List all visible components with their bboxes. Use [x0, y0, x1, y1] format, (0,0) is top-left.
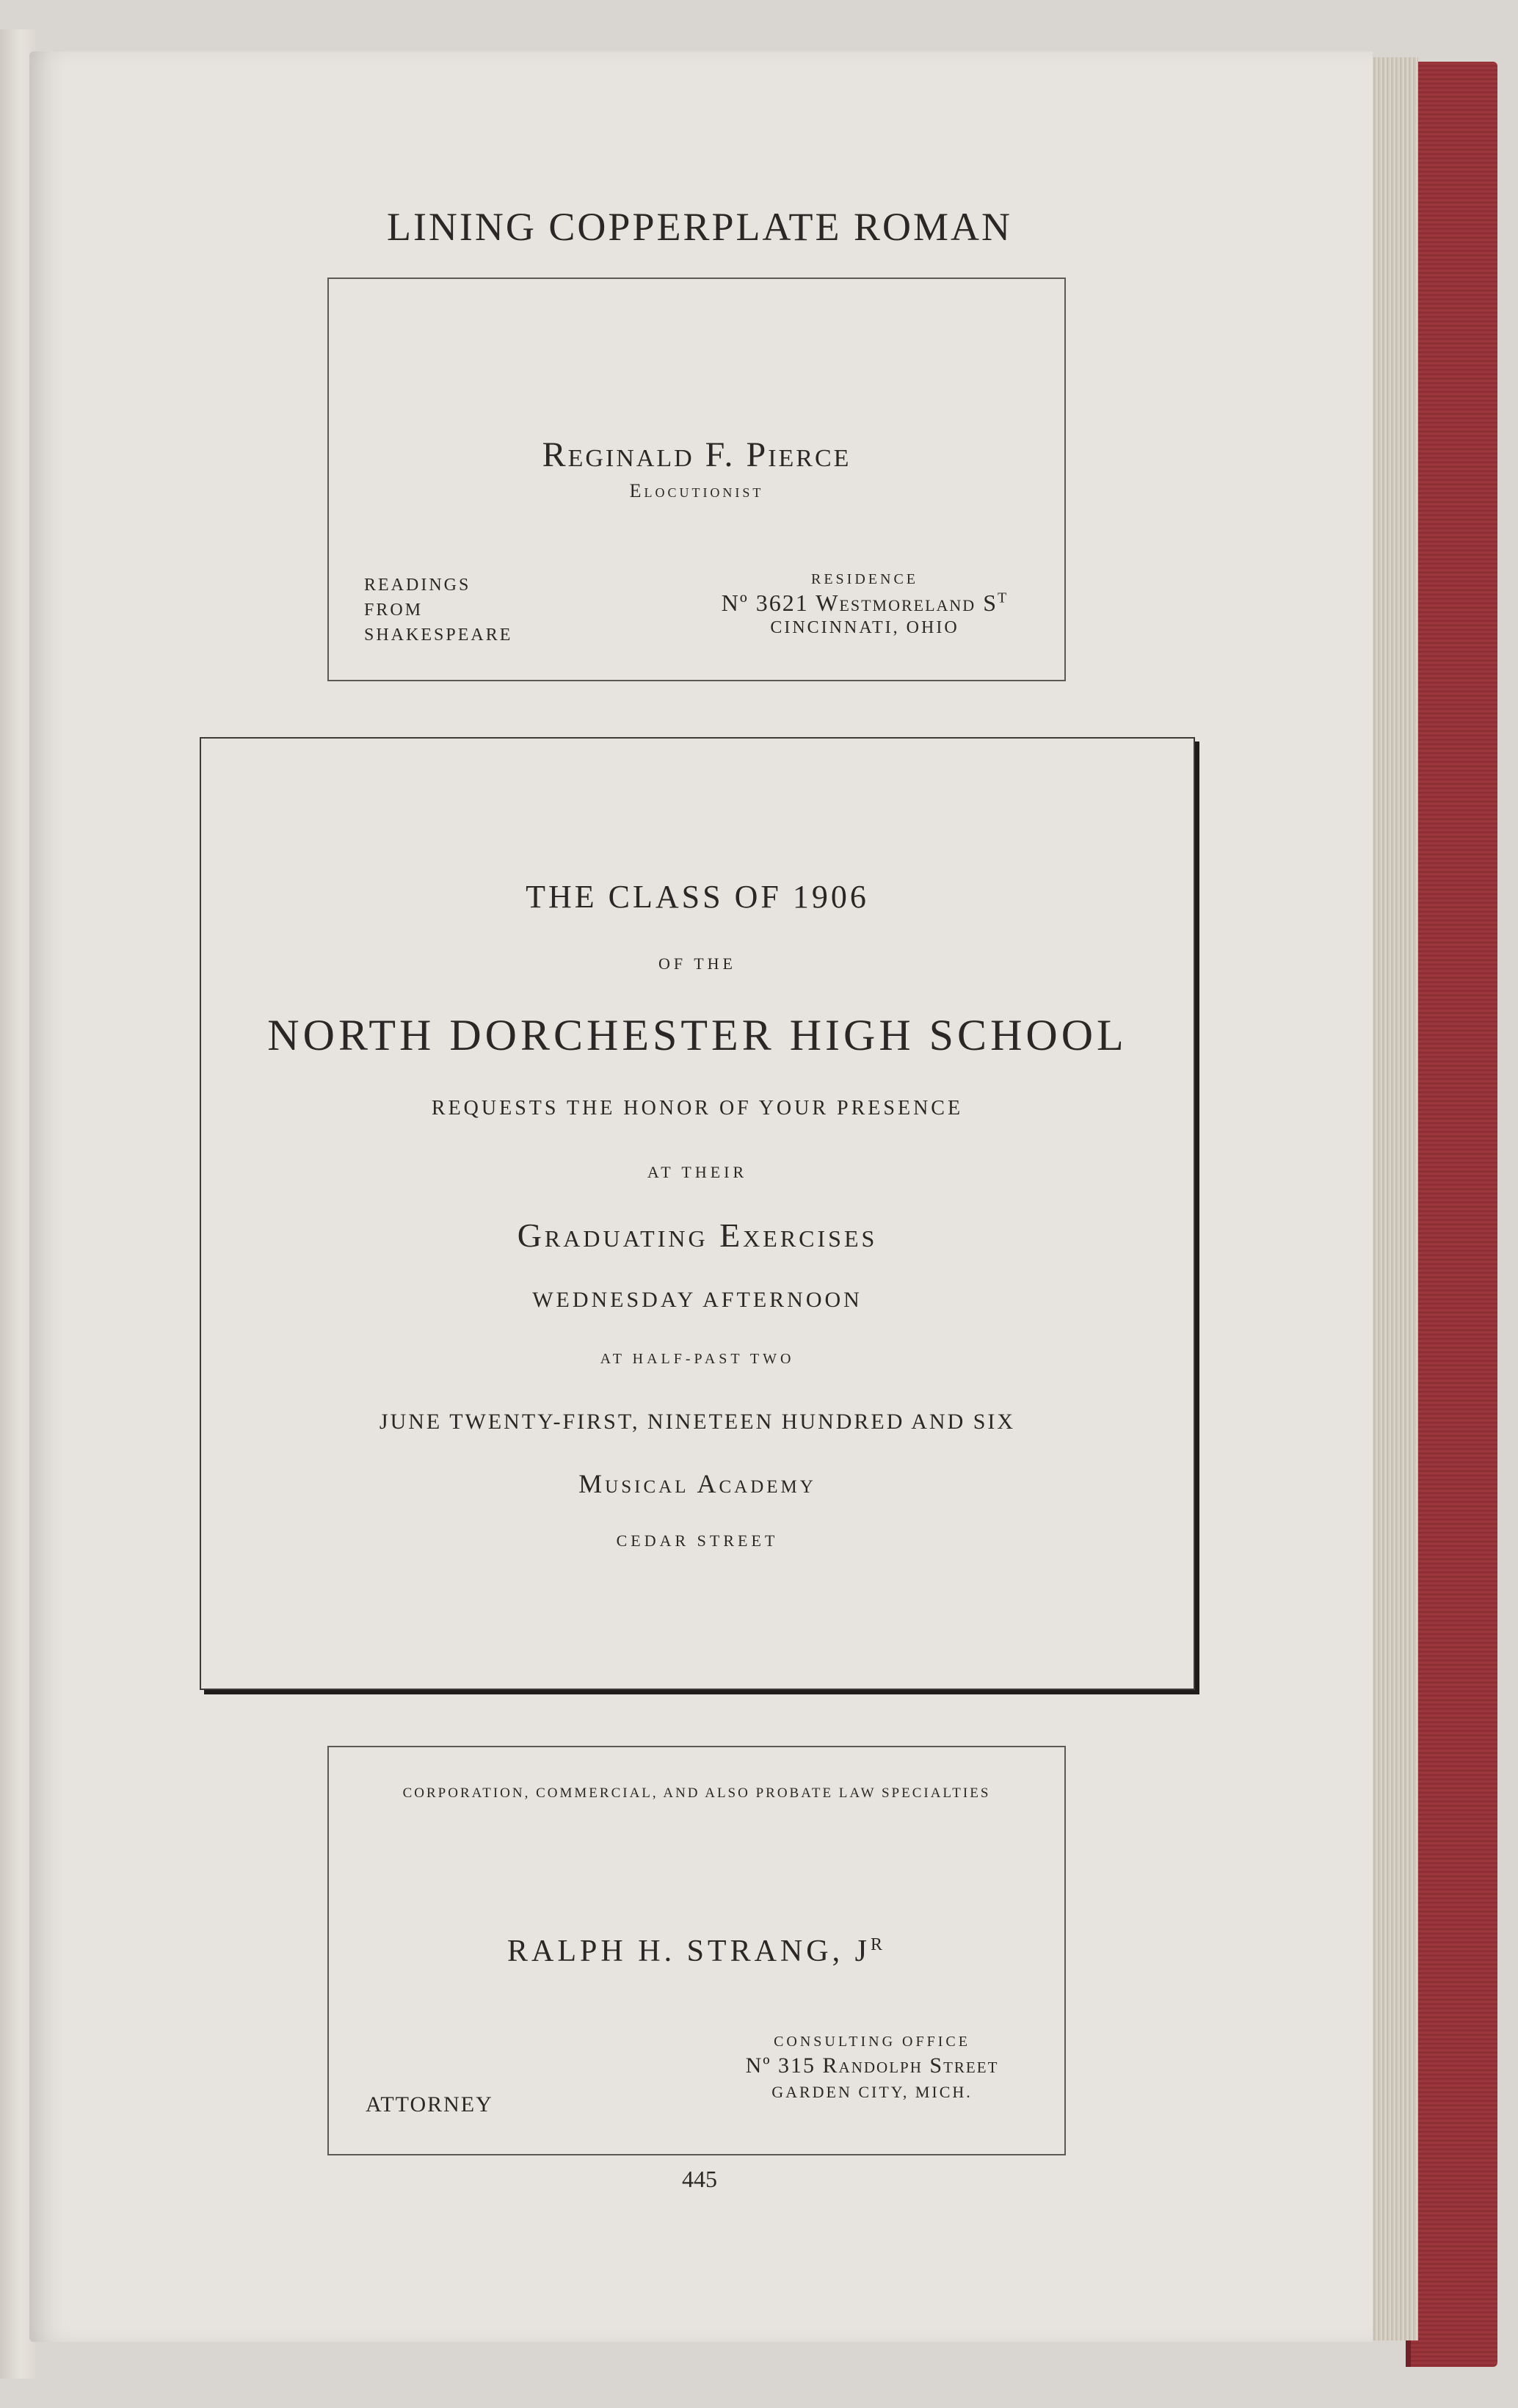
- invitation-school-name: NORTH DORCHESTER HIGH SCHOOL: [267, 1011, 1127, 1059]
- invitation-line-class: THE CLASS OF 1906: [526, 879, 869, 915]
- book-cover: [1411, 62, 1497, 2367]
- card-left-line: READINGS: [364, 576, 471, 595]
- address-superscript: T: [998, 590, 1009, 606]
- office-block: [711, 2034, 1034, 2102]
- address-text: Nº 3621 Westmoreland S: [721, 590, 998, 616]
- invitation-street: CEDAR STREET: [616, 1531, 779, 1550]
- invitation-event: Graduating Exercises: [517, 1216, 878, 1254]
- invitation-request: REQUESTS THE HONOR OF YOUR PRESENCE: [431, 1097, 964, 1120]
- invitation-day: WEDNESDAY AFTERNOON: [532, 1288, 862, 1312]
- residence-address: [689, 590, 1041, 617]
- card-title: Elocutionist: [629, 480, 764, 501]
- name-superscript: R: [870, 1935, 886, 1954]
- card-profession: ATTORNEY: [366, 2092, 493, 2117]
- residence-label: RESIDENCE: [811, 571, 918, 587]
- invitation-line-of-the: OF THE: [658, 954, 736, 973]
- business-card-pierce: [327, 278, 1066, 681]
- invitation-venue: Musical Academy: [578, 1469, 816, 1498]
- card-specialties: CORPORATION, COMMERCIAL, AND ALSO PROBATE LAW SPECIALTIES: [402, 1785, 991, 1801]
- card-left-block: [364, 573, 512, 648]
- name-text: RALPH H. STRANG, J: [507, 1934, 871, 1968]
- card-address-block: [689, 571, 1041, 638]
- card-left-line: FROM: [364, 601, 424, 620]
- card-name: Reginald F. Pierce: [542, 435, 851, 474]
- business-card-strang: [327, 1746, 1066, 2155]
- invitation-card: [200, 737, 1195, 1690]
- office-city: GARDEN CITY, MICH.: [771, 2083, 973, 2101]
- card-name: [329, 1934, 1064, 1969]
- invitation-date: JUNE TWENTY-FIRST, NINETEEN HUNDRED AND SIX: [379, 1410, 1016, 1434]
- office-address: Nº 315 Randolph Street: [745, 2053, 999, 2078]
- page-stack-edge: [1367, 57, 1418, 2340]
- invitation-time: AT HALF-PAST TWO: [600, 1351, 795, 1367]
- card-left-line: SHAKESPEARE: [364, 625, 513, 645]
- office-label: CONSULTING OFFICE: [774, 2034, 970, 2050]
- page-number: 445: [682, 2166, 717, 2192]
- page-heading: LINING COPPERPLATE ROMAN: [386, 205, 1013, 249]
- invitation-at-their: AT THEIR: [647, 1163, 748, 1181]
- residence-city: CINCINNATI, OHIO: [770, 618, 959, 637]
